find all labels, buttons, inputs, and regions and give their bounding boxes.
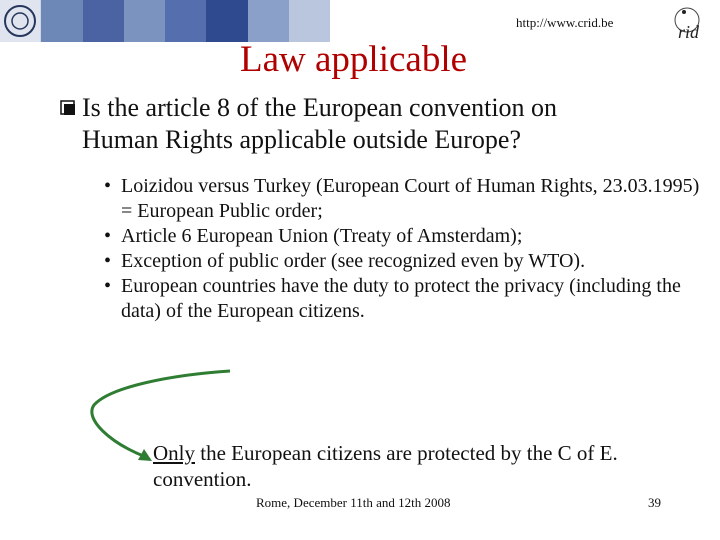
slide-title: Law applicable [240,39,468,80]
question-line: Human Rights applicable outside Europe? [82,125,522,154]
banner-tile [206,0,247,42]
bullet-text: European countries have the duty to protect the privacy (including the data) of the European citizens. [121,275,681,322]
page-number: 39 [648,495,661,510]
list-item [104,174,704,224]
bullet-dot: • [104,175,112,197]
note-text: the European citizens are protected by the C of E. convention. [153,441,618,491]
conclusion-note [153,440,693,492]
banner-tile [83,0,124,42]
university-seal-icon [0,0,40,42]
footer-date: Rome, December 11th and 12th 2008 [256,495,451,510]
list-item [104,274,704,324]
bullet-text: Article 6 European Union (Treaty of Amsterdam); [121,225,523,247]
banner-tile [248,0,289,42]
list-item [104,224,704,249]
bullet-list [104,174,704,324]
main-question [62,92,702,156]
bullet-dot: • [104,275,112,297]
note-underlined: Only [153,441,195,465]
header-photo-banner [0,0,330,42]
banner-tile [124,0,165,42]
crid-logo-icon [662,2,712,44]
question-line: Is the article 8 of the European convention on [82,93,558,122]
banner-tile [165,0,206,42]
bullet-dot: • [104,250,112,272]
banner-tile [41,0,82,42]
bullet-text: Loizidou versus Turkey (European Court of Human Rights, 23.03.1995) = European Public order; [121,175,700,222]
list-item [104,249,704,274]
banner-tile [289,0,330,42]
header-url: http://www.crid.be [516,15,614,30]
svg-text:rid: rid [678,22,700,42]
bullet-text: Exception of public order (see recognized even by WTO). [121,250,586,272]
bullet-dot: • [104,225,112,247]
